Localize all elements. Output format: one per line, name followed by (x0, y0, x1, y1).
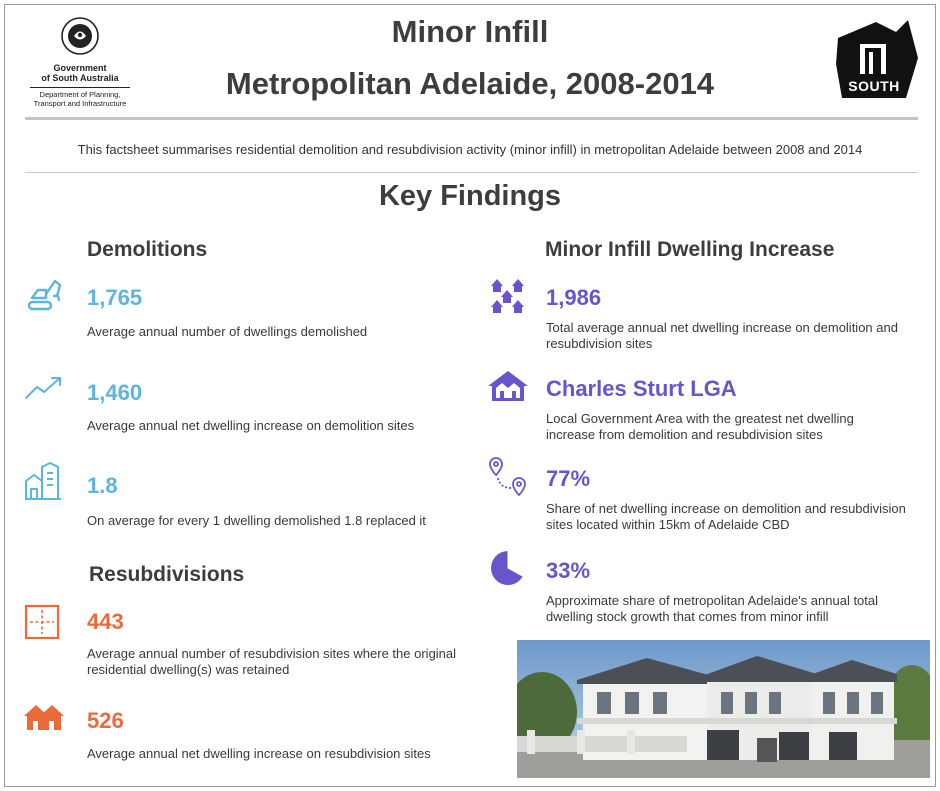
key-findings-heading: Key Findings (378, 180, 562, 212)
resubdivision-net-desc: Average annual net dwelling increase on resubdivision sites (87, 746, 431, 761)
house-cluster-icon (489, 276, 527, 314)
page-title: Minor Infill (391, 14, 549, 49)
houses-icon (24, 702, 64, 732)
resubdivisions-heading: Resubdivisions (89, 563, 245, 586)
demolitions-heading: Demolitions (87, 238, 208, 261)
brand-word: SOUTH (848, 78, 900, 94)
replacement-ratio-value: 1.8 (87, 473, 118, 498)
demolitions-value: 1,765 (87, 285, 143, 310)
intro-divider (25, 172, 918, 173)
townhouse-photo (517, 640, 930, 778)
location-route-icon (488, 456, 528, 496)
top-lga-value: Charles Sturt LGA (546, 376, 737, 401)
neighbourhood-icon (488, 370, 528, 402)
gov-name: Government of South Australia (41, 63, 119, 83)
excavator-icon (24, 276, 64, 316)
resubdivision-sites-value: 443 (87, 609, 124, 634)
intro-text: This factsheet summarises residential demolition and resubdivision activity (minor infill) in metropolitan Adelaide between 2008 and 2014 (77, 142, 863, 157)
replacement-ratio-desc: On average for every 1 dwelling demolished 1.8 replaced it (87, 513, 426, 528)
demolition-net-desc: Average annual net dwelling increase on demolition sites (87, 418, 415, 433)
infill-heading: Minor Infill Dwelling Increase (545, 238, 835, 261)
pie-chart-icon (490, 550, 526, 586)
gov-department: Department of Planning, Transport and Infrastructure (30, 87, 130, 108)
subdivide-icon (24, 604, 60, 640)
demolitions-desc: Average annual number of dwellings demolished (87, 324, 368, 339)
brand-sub: AUSTRALIA (850, 94, 898, 100)
infill-total-desc: Total average annual net dwelling increase on demolition and resubdivision sites (546, 320, 898, 351)
infill-total-value: 1,986 (546, 285, 602, 310)
resubdivision-net-value: 526 (87, 708, 124, 733)
within-15km-desc: Share of net dwelling increase on demolition and resubdivision sites located within 15km of Adelaide CBD (546, 501, 906, 532)
trend-up-icon (24, 374, 64, 402)
infill-share-desc: Approximate share of metropolitan Adelaide's annual total dwelling stock growth that comes from minor infill (546, 593, 879, 624)
demolition-net-value: 1,460 (87, 380, 143, 405)
page-subtitle: Metropolitan Adelaide, 2008-2014 (225, 66, 715, 101)
within-15km-value: 77% (546, 466, 591, 491)
buildings-icon (24, 461, 62, 501)
infill-share-value: 33% (546, 558, 591, 583)
top-lga-desc: Local Government Area with the greatest net dwelling increase from demolition and resubdivision sites (546, 411, 854, 442)
resubdivision-sites-desc: Average annual number of resubdivision sites where the original residential dwelling(s) was retained (87, 646, 457, 677)
header-divider (25, 117, 918, 120)
